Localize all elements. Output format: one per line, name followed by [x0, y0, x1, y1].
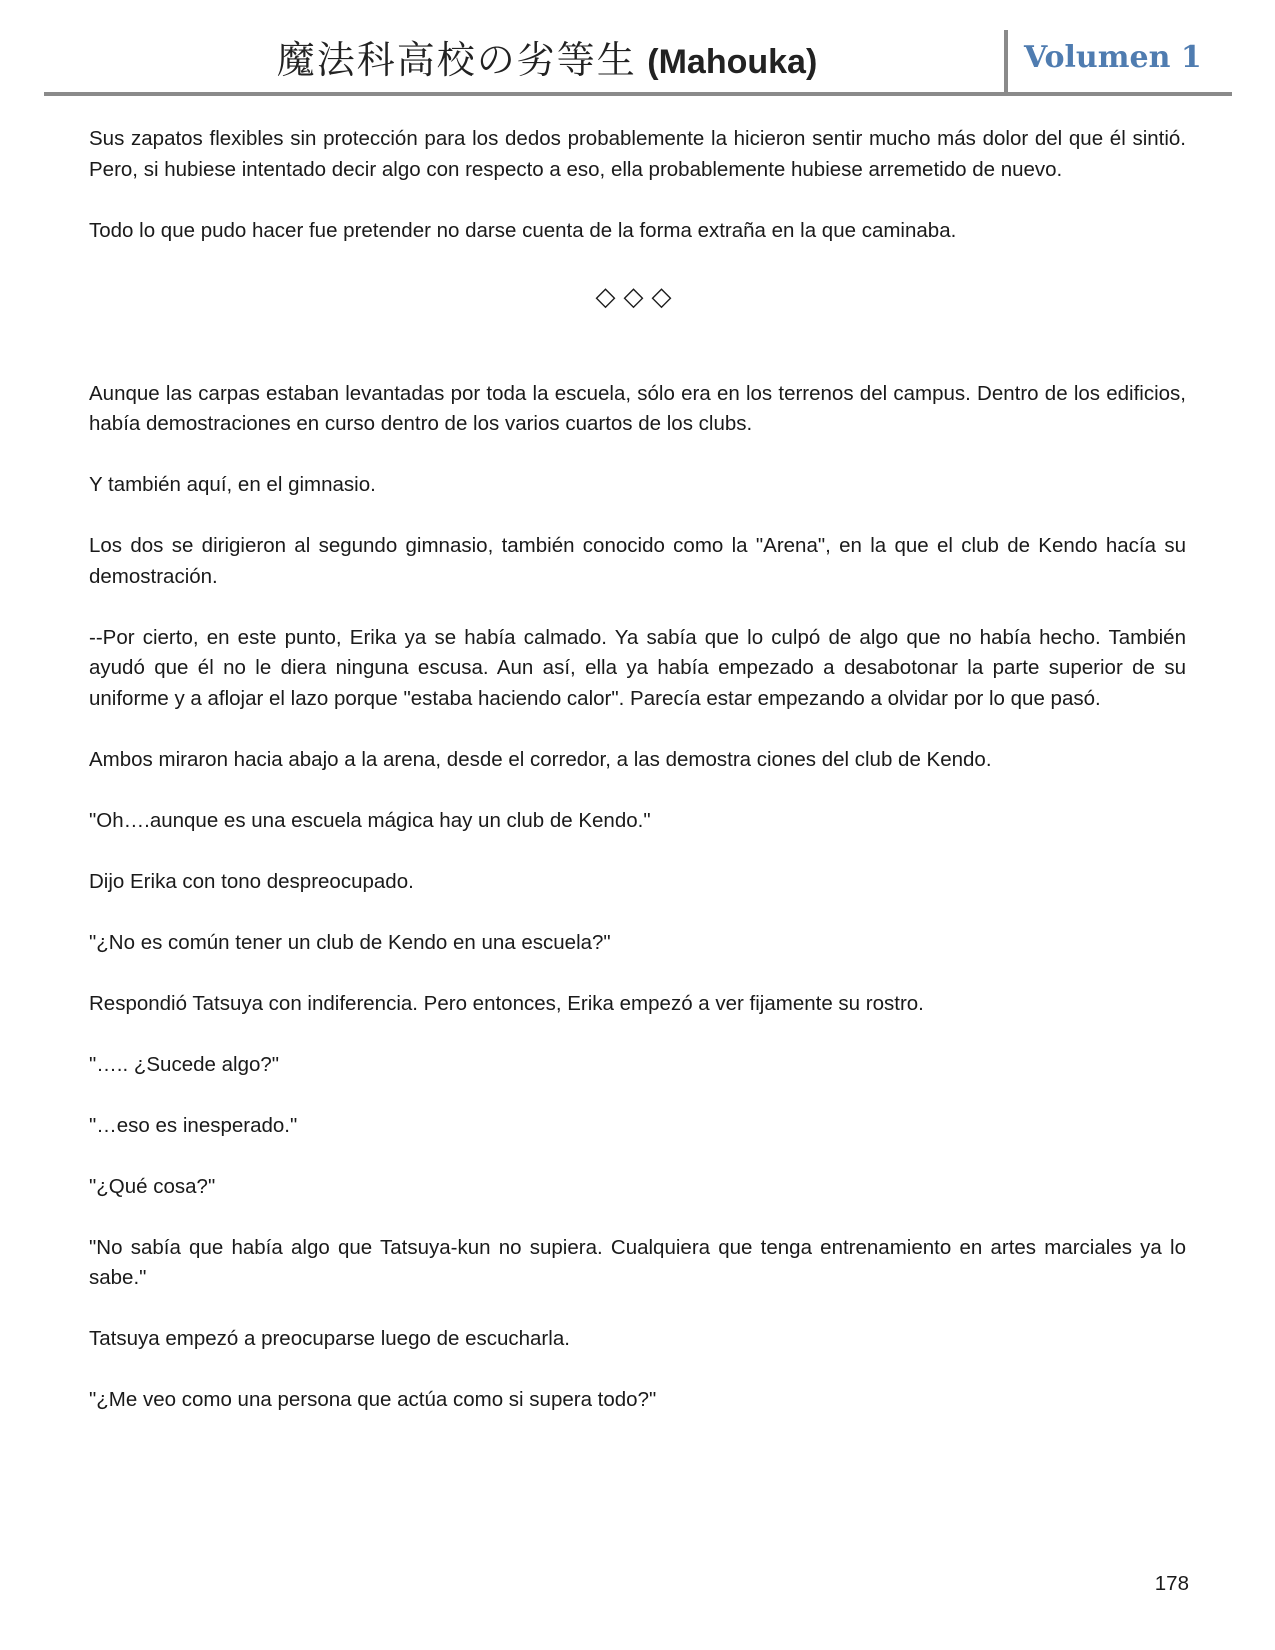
volume-label: Volumen 1 [1024, 40, 1202, 75]
paragraph: Dijo Erika con tono despreocupado. [89, 869, 414, 893]
paragraph: "…eso es inesperado." [89, 1113, 298, 1137]
book-title-latin: (Mahouka) [647, 43, 818, 81]
paragraph: Ambos miraron hacia abajo a la arena, desde el corredor, a las demostra ciones del club de Kendo. [89, 747, 992, 771]
paragraph: --Por cierto, en este punto, Erika ya se había calmado. Ya sabía que lo culpó de algo que no había hecho. También ayudó que él no le diera ninguna escusa. Aun así, ella ya había empezado a desabotonar la parte superior de su uniforme y a aflojar el lazo porque "estaba haciendo calor". Parecía estar empezando a olvidar por lo que pasó. [89, 625, 1186, 710]
paragraph: Tatsuya empezó a preocuparse luego de escucharla. [89, 1327, 570, 1350]
header-divider-vertical [1004, 30, 1008, 92]
paragraph: "¿Me veo como una persona que actúa como si supera todo?" [89, 1388, 657, 1411]
page-number: 178 [1154, 1572, 1189, 1595]
paragraph: Y también aquí, en el gimnasio. [89, 473, 376, 496]
paragraph: Aunque las carpas estaban levantadas por toda la escuela, sólo era en los terrenos del campus. Dentro de los edificios, había demostraciones en curso dentro de los varios cuartos de los clubs. [89, 381, 1186, 435]
book-title-japanese: 魔法科高校の劣等生 [276, 38, 637, 82]
paragraph: "¿No es común tener un club de Kendo en una escuela?" [89, 930, 611, 954]
paragraph: "No sabía que había algo que Tatsuya-kun no supiera. Cualquiera que tenga entrenamiento en artes marciales ya lo sabe." [89, 1235, 1186, 1289]
paragraph: Todo lo que pudo hacer fue pretender no darse cuenta de la forma extraña en la que caminaba. [89, 218, 957, 242]
paragraph: "….. ¿Sucede algo?" [89, 1052, 280, 1076]
page-header [44, 28, 1232, 96]
paragraph: Respondió Tatsuya con indiferencia. Pero entonces, Erika empezó a ver fijamente su rostro. [89, 991, 924, 1015]
book-title [44, 36, 1050, 86]
header-divider-horizontal [44, 92, 1232, 96]
paragraph: Sus zapatos flexibles sin protección para los dedos probablemente la hicieron sentir mucho más dolor del que él sintió. Pero, si hubiese intentado decir algo con respecto a eso, ella probablemente hubiese arremetido de nuevo. [89, 127, 1186, 181]
scene-separator: ◇◇◇ [595, 281, 680, 312]
paragraph: "¿Qué cosa?" [89, 1174, 216, 1198]
paragraph: Los dos se dirigieron al segundo gimnasio, también conocido como la "Arena", en la que el club de Kendo hacía su demostración. [89, 534, 1186, 588]
page-body [89, 124, 1186, 1446]
paragraph: "Oh….aunque es una escuela mágica hay un club de Kendo." [89, 808, 651, 832]
